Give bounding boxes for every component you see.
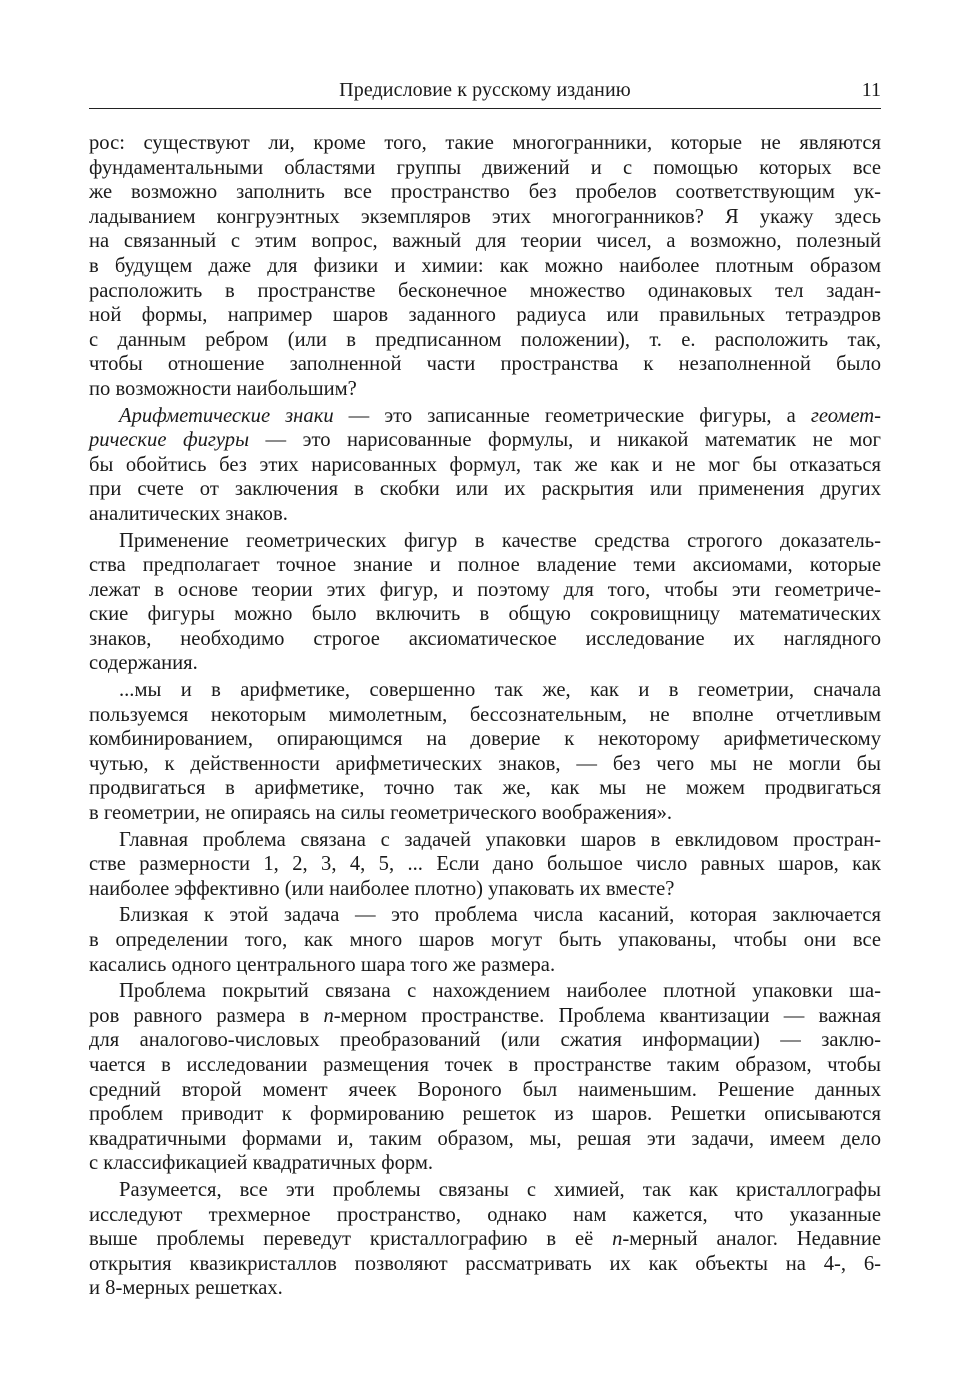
text-line: наиболее эффективно (или наиболее плотно) упаковать их вместе? [89, 877, 675, 900]
text-line: исследуют трехмерное пространство, однако нам кажется, что указанные [89, 1203, 881, 1226]
paragraph [89, 903, 881, 977]
text-line: знаков, необходимо строгое аксиоматическое исследование их наглядного [89, 627, 881, 650]
text-line: Проблема покрытий связана с нахождением наиболее плотной упаковки ша- [119, 980, 881, 1003]
italic-term: n [323, 1004, 334, 1027]
text-segment: -мерный аналог. Недавние [622, 1228, 881, 1251]
italic-term: геомет- [810, 404, 881, 427]
text-line: ...мы и в арифметике, совершенно так же, как и в геометрии, сначала [119, 679, 881, 702]
paragraph [89, 979, 881, 1176]
text-line: Разумеется, все эти проблемы связаны с химией, так как кристаллографы [119, 1178, 881, 1201]
text-segment: выше проблемы переведут кристаллографию в её [89, 1228, 613, 1251]
text-line: же возможно заполнить все пространство без пробелов соответствующим ук- [89, 181, 881, 204]
text-segment: — это записанные геометрические фигуры, а [333, 404, 811, 427]
text-line: касались одного центрального шара того же размера. [89, 953, 556, 976]
paragraph [89, 678, 881, 826]
text-line: продвигаться в арифметике, точно так же, как мы не можем продвигаться [89, 777, 881, 800]
text-line: рос: существуют ли, кроме того, такие многогранники, которые не являются [89, 132, 881, 154]
text-line: с классификацией квадратичных форм. [89, 1152, 434, 1175]
text-line: лежат в основе теории этих фигур, и поэтому для того, чтобы эти геометриче- [89, 578, 881, 601]
running-title: Предисловие к русскому изданию [339, 79, 631, 101]
text-line: на связанный с этим вопрос, важный для теории чисел, а возможно, полезный [89, 230, 881, 253]
text-line: чутью, к действенности арифметических знаков, — без чего мы не могли бы [89, 752, 881, 775]
body-text [89, 131, 881, 1301]
text-line: в геометрии, не опираясь на силы геометрического воображения». [89, 802, 673, 825]
paragraph [89, 828, 881, 902]
italic-term: n [612, 1228, 623, 1251]
text-line: ной формы, например шаров заданного радиуса или правильных тетраэдров [89, 304, 881, 327]
text-line: аналитических знаков. [89, 502, 288, 525]
text-line: средний второй момент ячеек Вороного был наименьшим. Решение данных [89, 1078, 881, 1101]
text-line: открытия квазикристаллов позволяют рассматривать их как объекты на 4-, 6- [89, 1252, 881, 1275]
paragraph [89, 529, 881, 677]
text-line: в определении того, как много шаров могут быть упакованы, чтобы они все [89, 929, 881, 951]
text-line: с данным ребром (или в предписанном положении), т. е. расположить так, [89, 328, 881, 351]
text-line [89, 1227, 881, 1252]
italic-term: рические фигуры [89, 429, 250, 452]
text-line [89, 404, 881, 429]
text-line: чается в исследовании размещения точек в пространстве таким образом, чтобы [89, 1053, 881, 1076]
text-line: содержания. [89, 652, 198, 675]
text-line [89, 1004, 881, 1029]
italic-term: Арифметические знаки [119, 404, 334, 427]
text-segment: — это нарисованные формулы, и никакой математик не мог [249, 429, 882, 452]
page-number: 11 [861, 79, 881, 101]
text-line: в будущем даже для физики и химии: как можно наиболее плотным образом [89, 254, 881, 277]
text-line: проблем приводит к формированию решеток из шаров. Решетки описываются [89, 1103, 881, 1126]
text-line: расположить в пространстве бесконечное множество одинаковых тел задан- [89, 279, 881, 302]
text-line: для аналогово-числовых преобразований (или сжатия информации) — заклю- [89, 1029, 881, 1052]
text-segment: ров равного размера в [89, 1004, 324, 1027]
paragraph [89, 1178, 881, 1301]
text-line: ства предполагает точное знание и полное владение теми аксиомами, которые [89, 554, 881, 577]
text-line: бы обойтись без этих нарисованных формул, так же как и не мог бы отказаться [89, 453, 881, 476]
text-line: пользуемся некоторым мимолетным, бессознательным, не вполне отчетливым [89, 703, 881, 726]
text-line: фундаментальными областями группы движений и с помощью которых все [89, 156, 881, 179]
text-line: и 8-мерных решетках. [89, 1277, 283, 1300]
running-head [89, 78, 881, 109]
text-line: стве размерности 1, 2, 3, 4, 5, ... Если дано большое число равных шаров, как [89, 853, 881, 876]
text-line: комбинированием, опирающимся на доверие к некоторому арифметическому [89, 728, 881, 751]
paragraph [89, 404, 881, 527]
text-line [89, 428, 881, 453]
text-segment: -мерном пространстве. Проблема квантизации — важная [333, 1004, 881, 1027]
text-line: при счете от заключения в скобки или их раскрытия или применения других [89, 478, 881, 501]
text-line: ладыванием конгруэнтных экземпляров этих многогранников? Я укажу здесь [89, 205, 881, 228]
paragraph [89, 131, 881, 402]
text-line: Главная проблема связана с задачей упаковки шаров в евклидовом простран- [119, 828, 881, 851]
text-line: по возможности наибольшим? [89, 377, 357, 400]
text-line: квадратичными формами и, таким образом, мы, решая эти задачи, имеем дело [89, 1127, 881, 1150]
text-line: Применение геометрических фигур в качестве средства строгого доказатель- [119, 529, 881, 552]
text-line: ские фигуры можно было включить в общую сокровищницу математических [89, 603, 881, 626]
text-line: Близкая к этой задача — это проблема числа касаний, которая заключается [119, 904, 881, 927]
text-line: чтобы отношение заполненной части пространства к незаполненной было [89, 353, 881, 376]
